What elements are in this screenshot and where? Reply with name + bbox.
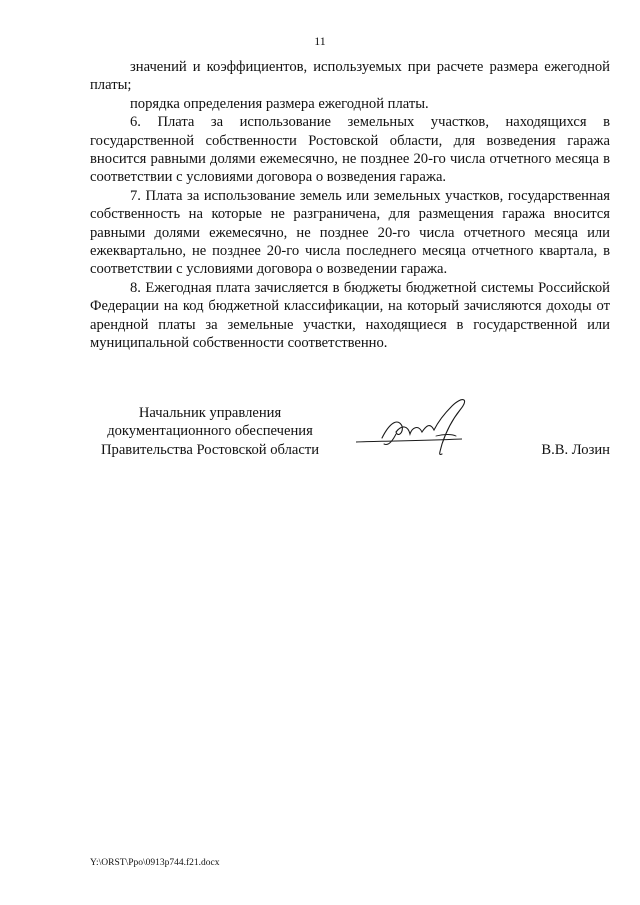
page-number: 11	[314, 34, 326, 48]
signer-position	[90, 404, 330, 459]
signature-block	[90, 404, 610, 474]
paragraph: порядка определения размера ежегодной платы.	[130, 95, 429, 112]
paragraph-continuation: значений и коэффициентов, используемых при расчете размера ежегодной платы;	[90, 59, 610, 94]
file-path: Y:\ORST\Ppo\0913p744.f21.docx	[90, 858, 220, 868]
document-body	[90, 58, 610, 353]
paragraph-item-7: 7. Плата за использование земель или земельных участков, государственная собственность на которые не разграничена, для размещения гаража вносится равными долями ежемесячно, не позднее 20-го числа отчетного месяца или ежеквартально, не позднее 20-го числа последнего месяца отчетного квартала, в соответствии с условиями договора о возведении гаража.	[90, 187, 610, 278]
signer-position-line-3: Правительства Ростовской области	[100, 441, 320, 458]
paragraph-item-6: 6. Плата за использование земельных участков, находящихся в государственной собственности Ростовской области, для возведения гаража вносится равными долями ежемесячно, не позднее 20-го числа отчетного месяца в соответствии с условиями договора о возведения гаража.	[90, 114, 610, 186]
signer-name: В.В. Лозин	[541, 441, 610, 458]
signer-position-line-1: Начальник управления	[138, 405, 282, 421]
handwritten-signature	[352, 392, 482, 464]
paragraph-item-8: 8. Ежегодная плата зачисляется в бюджеты бюджетной системы Российской Федерации на код бюджетной классификации, на который зачисляются доходы от арендной платы за земельные участки, находящиеся в государственной или муниципальной собственности соответственно.	[90, 279, 610, 352]
signer-position-line-2: документационного обеспечения	[107, 423, 313, 440]
